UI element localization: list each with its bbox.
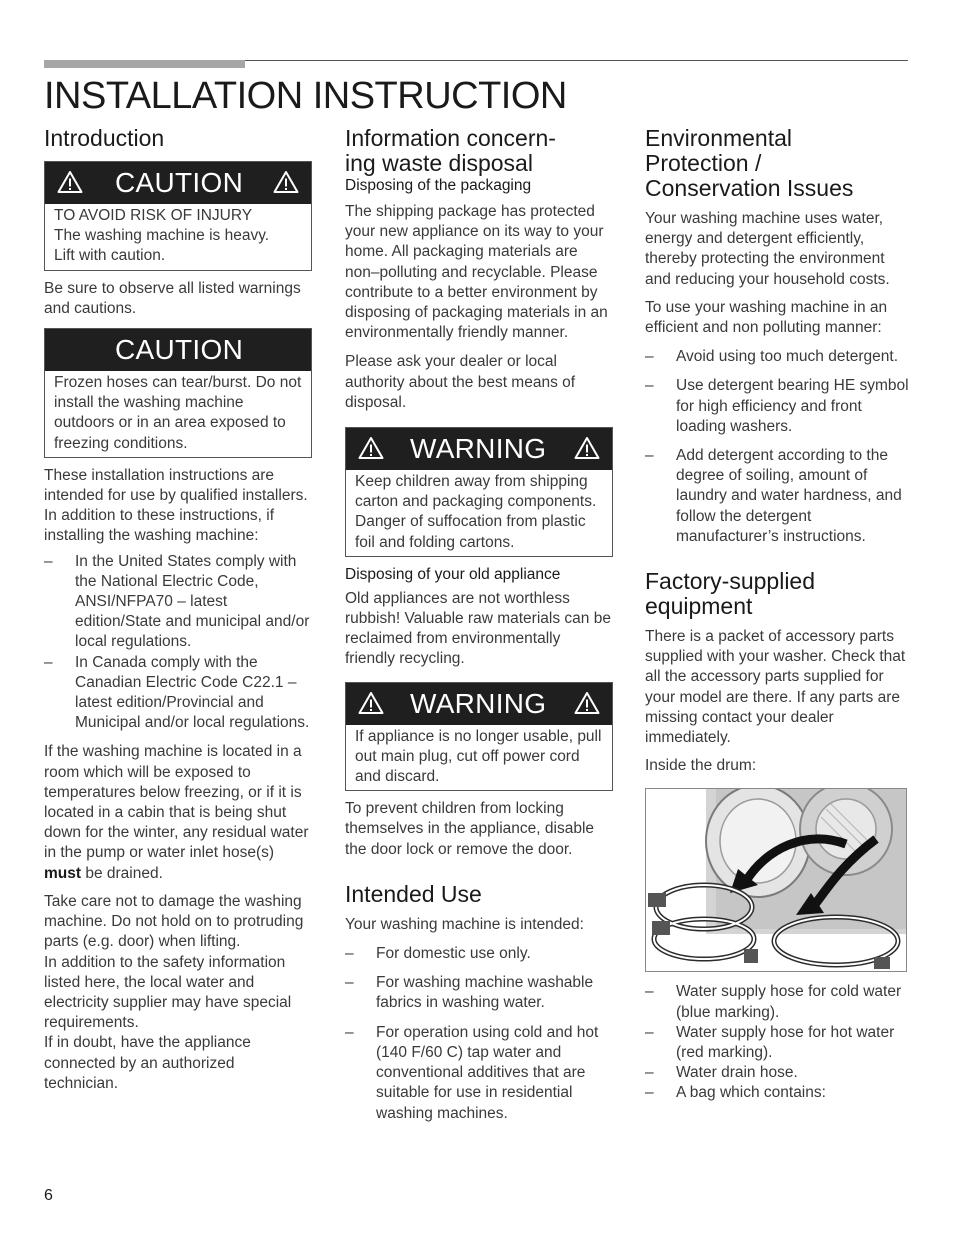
list-item: – For domestic use only. xyxy=(345,944,613,964)
caution-line: TO AVOID RISK OF INJURY xyxy=(54,207,253,224)
list-item: – Use detergent bearing HE symbol for high efficiency and front loading washers. xyxy=(645,376,913,437)
intended-text: Your washing machine is intended: xyxy=(345,915,584,933)
list-item: – Water drain hose. xyxy=(645,1063,913,1083)
drum-accessories-illustration xyxy=(645,788,907,972)
intended-use-list xyxy=(345,944,613,1124)
warning-box-power-cord xyxy=(345,682,613,792)
freeze-text xyxy=(44,742,312,883)
list-item: – For washing machine washable fabrics in washing water. xyxy=(345,973,613,1013)
intro-text: These installation instructions are intended for use by qualified installers. In addition to these instructions, if installing the washing machine: xyxy=(44,466,308,545)
list-item: – For operation using cold and hot (140 F/60 C) tap water and conventional additives that are suitable for use in residential washing machines. xyxy=(345,1023,613,1124)
list-item: – In Canada comply with the Canadian Electric Code C22.1 – latest edition/Provincial and Municipal and/or local regulations. xyxy=(44,653,312,734)
section-heading-environmental xyxy=(645,126,913,201)
subheading-packaging: Disposing of the packaging xyxy=(345,177,532,194)
list-item: – In the United States comply with the National Electric Code, ANSI/NFPA70 – latest edition/State and municipal and/or local regulations. xyxy=(44,552,312,653)
warning-triangle-icon xyxy=(358,691,384,715)
caution-box-frozen-hoses xyxy=(44,328,312,458)
header-rule xyxy=(245,60,908,61)
warning-text: Keep children away from shipping carton and packaging components. Danger of suffocation from plastic foil and folding cartons. xyxy=(355,473,597,551)
warning-body xyxy=(346,470,612,556)
warning-header xyxy=(346,683,612,725)
page-title: INSTALLATION INSTRUCTION xyxy=(44,75,567,117)
doubt-text: If in doubt, have the appliance connected by an authorized technician. xyxy=(44,1034,251,1092)
heading-line: Factory-supplied xyxy=(645,568,816,595)
inside-drum-text: Inside the drum: xyxy=(645,757,757,775)
efficient-use-text: To use your washing machine in an efficient and non polluting manner: xyxy=(645,298,888,337)
list-item: – Avoid using too much detergent. xyxy=(645,347,913,367)
freeze-text-bold: must xyxy=(44,864,82,882)
observe-text: Be sure to observe all listed warnings and cautions. xyxy=(44,279,301,317)
column-environmental xyxy=(645,126,913,1104)
warning-triangle-icon xyxy=(574,691,600,715)
list-item: – Water supply hose for hot water (red marking). xyxy=(645,1023,913,1063)
warning-triangle-icon xyxy=(57,170,83,194)
caution-line: Lift with caution. xyxy=(54,247,166,265)
heading-line: Protection / xyxy=(645,150,762,176)
column-waste-disposal xyxy=(345,126,613,1133)
list-item: – Water supply hose for cold water (blue marking). xyxy=(645,982,913,1022)
warning-triangle-icon xyxy=(358,436,384,460)
caution-label: CAUTION xyxy=(115,334,244,366)
section-heading-waste-disposal xyxy=(345,126,613,176)
caution-text: Frozen hoses can tear/burst. Do not install the washing machine outdoors or in an area exposed to freezing conditions. xyxy=(54,374,302,452)
freeze-text-part: If the washing machine is located in a room which will be exposed to temperatures below freezing, or if it is located in a cabin that is being shut down for the winter, any residual water in the pump or water inlet hose(s) xyxy=(44,743,309,862)
warning-triangle-icon xyxy=(574,436,600,460)
caution-header xyxy=(45,162,311,204)
warning-body xyxy=(346,725,612,791)
detergent-list xyxy=(645,347,913,547)
heading-line: equipment xyxy=(645,593,753,620)
caution-header xyxy=(45,329,311,371)
section-heading-intended-use: Intended Use xyxy=(345,880,482,907)
section-heading-factory-equipment xyxy=(645,569,913,619)
warning-label: WARNING xyxy=(410,433,547,465)
warning-text: If appliance is no longer usable, pull out main plug, cut off power cord and discard. xyxy=(355,727,602,786)
dealer-text: Please ask your dealer or local authority about the best means of disposal. xyxy=(345,353,576,411)
list-item: – Add detergent according to the degree of soiling, amount of laundry and water hardness, and follow the detergent manufacturer’s instructions. xyxy=(645,446,913,547)
warning-label: WARNING xyxy=(410,687,547,719)
heading-line: Information concern- xyxy=(345,125,556,151)
caution-line: The washing machine is heavy. xyxy=(54,227,270,245)
section-heading-introduction: Introduction xyxy=(44,125,165,151)
care-text: Take care not to damage the washing machine. Do not hold on to protruding parts (e.g. door) when lifting. xyxy=(44,892,304,951)
subheading-old-appliance: Disposing of your old appliance xyxy=(345,565,561,583)
caution-body xyxy=(45,371,311,457)
warning-header xyxy=(346,428,612,470)
heading-line: ing waste disposal xyxy=(345,150,533,176)
packaging-text: The shipping package has protected your new appliance on its way to your home. All packaging materials are non–polluting and recyclable. Please contribute to a better environment by disposing of packaging materials in an environmentally friendly manner. xyxy=(345,203,608,342)
heading-line: Conservation Issues xyxy=(645,175,854,201)
supplier-text: In addition to the safety information listed here, the local water and electricity supplier may have special requirements. xyxy=(44,953,292,1032)
caution-box-injury xyxy=(44,161,312,271)
prevent-text: To prevent children from locking themselves in the appliance, disable the door lock or remove the door. xyxy=(345,800,595,858)
regulation-list xyxy=(44,552,312,734)
old-appliance-text: Old appliances are not worthless rubbish! Valuable raw materials can be reclaimed from environmentally friendly recycling. xyxy=(345,589,611,668)
caution-label: CAUTION xyxy=(115,167,244,198)
accessory-parts-list xyxy=(645,982,913,1103)
warning-triangle-icon xyxy=(273,170,299,194)
caution-body xyxy=(45,204,311,270)
header-accent-bar xyxy=(44,60,245,68)
list-item: – A bag which contains: xyxy=(645,1083,913,1103)
column-introduction xyxy=(44,126,312,1094)
packet-text: There is a packet of accessory parts supplied with your washer. Check that all the accessory parts supplied for your model are there. If any parts are missing contact your dealer immediately. xyxy=(645,628,906,747)
freeze-text-part: be drained. xyxy=(81,864,163,882)
environment-text: Your washing machine uses water, energy and detergent efficiently, thereby protecting the environment and reducing your household costs. xyxy=(645,210,890,288)
warning-box-children xyxy=(345,427,613,557)
drum-hoses-drawing xyxy=(646,789,906,971)
page-number: 6 xyxy=(44,1187,53,1204)
heading-line: Environmental xyxy=(645,125,793,151)
